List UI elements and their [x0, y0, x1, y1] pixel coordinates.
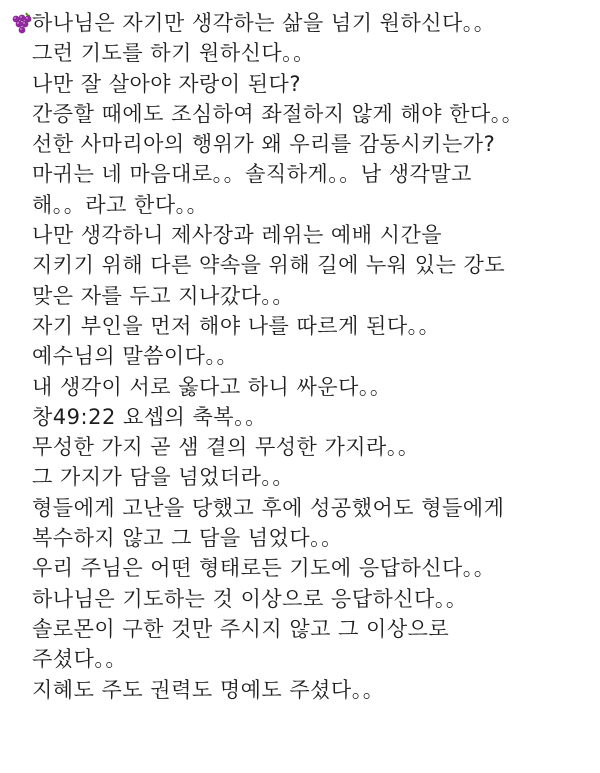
note-line-text: 그런 기도를 하기 원하신다。。: [32, 41, 315, 66]
note-line-text: 나만 잘 살아야 자랑이 된다?: [32, 71, 301, 96]
note-line-text: 복수하지 않고 그 담을 넘었다。。: [32, 526, 343, 551]
note-line: [32, 584, 592, 614]
note-line-text: 하나님은 기도하는 것 이상으로 응답하신다。。: [32, 586, 468, 611]
note-line-text: 형들에게 고난을 당했고 후에 성공했어도 형들에게: [32, 495, 505, 520]
note-line: [32, 523, 592, 553]
note-line: [32, 8, 592, 38]
note-line: [32, 129, 592, 159]
note-line: [32, 462, 592, 492]
note-line-text: 그 가지가 담을 넘었더라。。: [32, 465, 294, 490]
note-line-text: 우리 주님은 어떤 형태로든 기도에 응답하신다。。: [32, 556, 496, 581]
note-line-text: 주셨다。。: [32, 647, 127, 672]
note-line: [32, 614, 592, 644]
note-line-text: 하나님은 자기만 생각하는 삶을 넘기 원하신다。。: [32, 11, 496, 35]
note-line-text: 마귀는 네 마음대로。。솔직하게。。남 생각말고: [32, 162, 472, 187]
note-line: [32, 281, 592, 311]
note-line: [32, 432, 592, 462]
note-line: [32, 493, 592, 523]
note-line: [32, 220, 592, 250]
note-line-text: 지키기 위해 다른 약속을 위해 길에 누워 있는 강도: [32, 253, 506, 278]
note-line-text: 창49:22 요셉의 축복。。: [32, 404, 267, 429]
note-line: [32, 311, 592, 341]
note-line-text: 내 생각이 서로 옳다고 하니 싸운다。。: [32, 374, 392, 399]
note-line-text: 무성한 가지 곧 샘 곁의 무성한 가지라。。: [32, 435, 420, 460]
note-line-text: 자기 부인을 먼저 해야 나를 따르게 된다。。: [32, 313, 441, 338]
note-line-text: 선한 사마리아의 행위가 왜 우리를 감동시키는가?: [32, 132, 496, 157]
note-line: [32, 250, 592, 280]
note-line-text: 맞은 자를 두고 지나갔다。。: [32, 283, 294, 308]
note-line: [32, 190, 592, 220]
note-line: [32, 372, 592, 402]
note-line-text: 해。。라고 한다。。: [32, 192, 209, 217]
note-line-text: 예수님의 말씀이다。。: [32, 344, 238, 369]
note-line: [32, 341, 592, 371]
note-line-text: 지혜도 주도 권력도 명예도 주셨다。。: [32, 677, 385, 702]
note-line: [32, 99, 592, 129]
note-line-text: 솔로몬이 구한 것만 주시지 않고 그 이상으로: [32, 616, 450, 641]
note-line: [32, 159, 592, 189]
note-line: [32, 553, 592, 583]
grape-stem: [26, 13, 30, 16]
note-line-text: 나만 생각하니 제사장과 레위는 예배 시간을: [32, 223, 443, 248]
note-line: [32, 644, 592, 674]
note-line-text: 간증할 때에도 조심하여 좌절하지 않게 해야 한다。。: [32, 101, 524, 126]
note-line: [32, 402, 592, 432]
note-line: [32, 38, 592, 68]
note-text-lines: [32, 8, 592, 705]
note-line: [32, 675, 592, 705]
note-line: [32, 69, 592, 99]
